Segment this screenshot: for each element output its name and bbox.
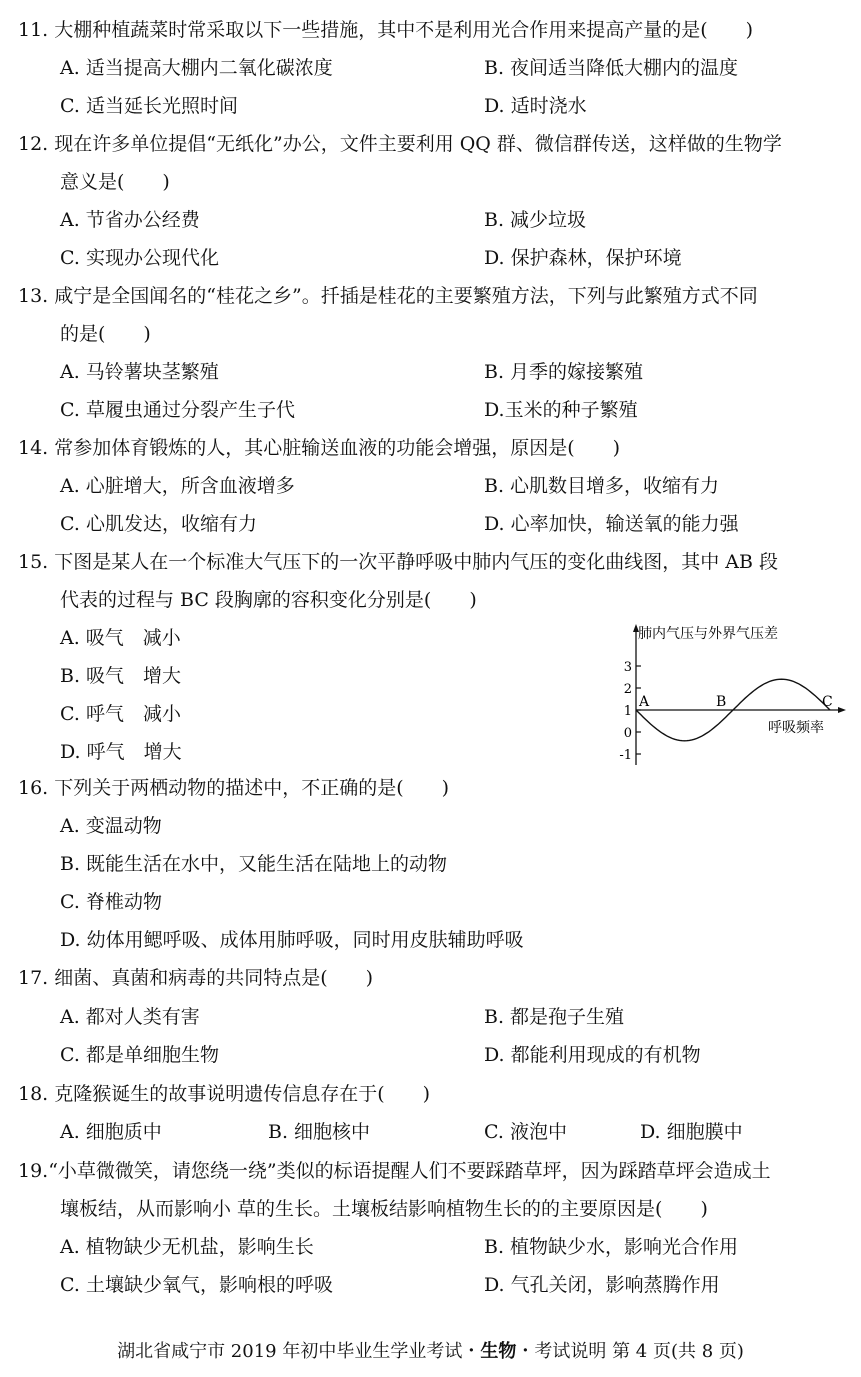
y-tick-label: 3 xyxy=(623,660,632,675)
page-footer: 湖北省咸宁市 2019 年初中毕业生学业考试・生物・考试说明 第 4 页(共 8 页) xyxy=(117,1341,744,1362)
option-c: C. 土壤缺少氧气，影响根的呼吸 xyxy=(60,1274,333,1296)
option-d: D. 都能利用现成的有机物 xyxy=(484,1044,701,1066)
question-14-stem: 14. 常参加体育锻炼的人，其心脏输送血液的功能会增强，原因是( ) xyxy=(18,437,621,459)
x-axis-arrow xyxy=(838,707,846,713)
pressure-curve-chart xyxy=(608,620,848,770)
option-c: C. 实现办公现代化 xyxy=(60,247,219,269)
option-b: B. 都是孢子生殖 xyxy=(484,1006,625,1028)
option-d: D. 心率加快，输送氧的能力强 xyxy=(484,513,739,535)
question-19-stem-cont: 壤板结，从而影响小 草的生长。土壤板结影响植物生长的的主要原因是( ) xyxy=(60,1198,708,1220)
option-d: D.玉米的种子繁殖 xyxy=(484,399,638,421)
option-c: C. 心肌发达，收缩有力 xyxy=(60,513,257,535)
option-c: C. 适当延长光照时间 xyxy=(60,95,238,117)
option-a: A. 节省办公经费 xyxy=(60,209,200,231)
question-12-stem-cont: 意义是( ) xyxy=(60,171,170,193)
option-b: B. 月季的嫁接繁殖 xyxy=(484,361,644,383)
option-a: A. 植物缺少无机盐，影响生长 xyxy=(60,1236,314,1258)
question-12-stem: 12. 现在许多单位提倡“无纸化”办公，文件主要利用 QQ 群、微信群传送，这样做的生物学 xyxy=(18,133,782,155)
option-a: A. 心脏增大，所含血液增多 xyxy=(60,475,295,497)
option-b: B. 细胞核中 xyxy=(268,1121,371,1143)
option-c: C. 液泡中 xyxy=(484,1121,567,1143)
y-tick-label: 2 xyxy=(623,682,632,697)
option-c: C. 草履虫通过分裂产生子代 xyxy=(60,399,295,421)
point-label-c: C xyxy=(822,694,833,710)
option-b: B. 减少垃圾 xyxy=(484,209,587,231)
point-label-a: A xyxy=(639,694,650,710)
question-18-stem: 18. 克隆猴诞生的故事说明遗传信息存在于( ) xyxy=(18,1083,431,1105)
y-tick-label: 1 xyxy=(623,704,632,719)
question-19-stem: 19.“小草微微笑，请您绕一绕”类似的标语提醒人们不要踩踏草坪，因为踩踏草坪会造成土 xyxy=(18,1160,771,1182)
y-tick-label: -1 xyxy=(619,748,632,763)
x-axis-label: 呼吸频率 xyxy=(768,720,824,736)
option-c: C. 都是单细胞生物 xyxy=(60,1044,219,1066)
option-d: D. 幼体用鳃呼吸、成体用肺呼吸，同时用皮肤辅助呼吸 xyxy=(60,929,524,951)
y-axis-label: 肺内气压与外界气压差 xyxy=(638,626,778,642)
point-label-b: B xyxy=(716,694,727,710)
option-d: D. 呼气 增大 xyxy=(60,741,182,763)
option-d: D. 气孔关闭，影响蒸腾作用 xyxy=(484,1274,720,1296)
option-d: D. 细胞膜中 xyxy=(640,1121,743,1143)
option-b: B. 心肌数目增多，收缩有力 xyxy=(484,475,720,497)
question-17-stem: 17. 细菌、真菌和病毒的共同特点是( ) xyxy=(18,967,374,989)
question-13-stem: 13. 咸宁是全国闻名的“桂花之乡”。扦插是桂花的主要繁殖方法，下列与此繁殖方式不同 xyxy=(18,285,758,307)
option-b: B. 吸气 增大 xyxy=(60,665,182,687)
option-c: C. 脊椎动物 xyxy=(60,891,162,913)
question-13-stem-cont: 的是( ) xyxy=(60,323,151,345)
question-16-stem: 16. 下列关于两栖动物的描述中，不正确的是( ) xyxy=(18,777,450,799)
option-d: D. 保护森林，保护环境 xyxy=(484,247,682,269)
y-tick-label: 0 xyxy=(623,726,632,741)
option-a: A. 细胞质中 xyxy=(60,1121,162,1143)
option-b: B. 植物缺少水，影响光合作用 xyxy=(484,1236,739,1258)
option-c: C. 呼气 减小 xyxy=(60,703,181,725)
option-a: A. 变温动物 xyxy=(60,815,162,837)
option-b: B. 夜间适当降低大棚内的温度 xyxy=(484,57,739,79)
option-a: A. 吸气 减小 xyxy=(60,627,181,649)
question-15-stem: 15. 下图是某人在一个标准大气压下的一次平静呼吸中肺内气压的变化曲线图，其中 AB 段 xyxy=(18,551,779,573)
question-15-stem-cont: 代表的过程与 BC 段胸廓的容积变化分别是( ) xyxy=(60,589,477,611)
option-a: A. 适当提高大棚内二氧化碳浓度 xyxy=(60,57,333,79)
option-a: A. 都对人类有害 xyxy=(60,1006,200,1028)
question-11-stem: 11. 大棚种植蔬菜时常采取以下一些措施，其中不是利用光合作用来提高产量的是( ) xyxy=(18,19,754,41)
option-b: B. 既能生活在水中，又能生活在陆地上的动物 xyxy=(60,853,448,875)
option-d: D. 适时浇水 xyxy=(484,95,587,117)
option-a: A. 马铃薯块茎繁殖 xyxy=(60,361,219,383)
